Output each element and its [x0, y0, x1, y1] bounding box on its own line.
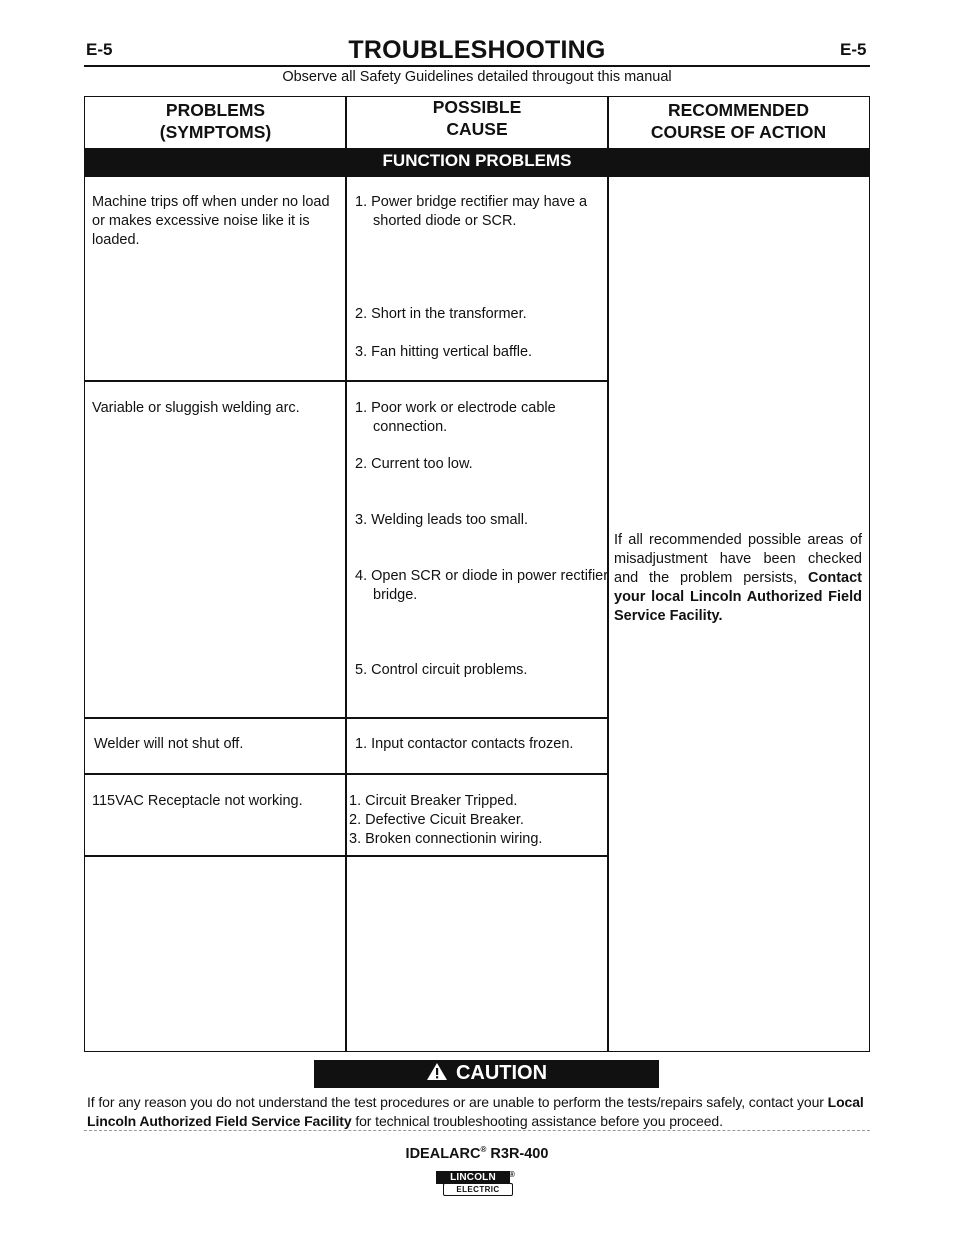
action-contact: Contact your local Lincoln Authorized Field Service Facility.	[614, 570, 862, 624]
problem-4: 115VAC Receptacle not working.	[92, 793, 303, 809]
problem-3: Welder will not shut off.	[94, 736, 244, 752]
model-name	[0, 1145, 954, 1162]
problem-2: Variable or sluggish welding arc.	[92, 400, 300, 416]
caution-text-2: for technical troubleshooting assistance before you proceed.	[351, 1113, 723, 1129]
cause-2-1: 1. Poor work or electrode cable connection.	[355, 400, 556, 435]
caution-label: CAUTION	[455, 1062, 548, 1084]
warning-triangle-icon	[426, 1062, 448, 1081]
page-number-left: E-5	[86, 40, 113, 59]
page-title: TROUBLESHOOTING	[348, 36, 606, 64]
column-header-cause-line2: CAUSE	[446, 119, 508, 139]
cause-4-1: 1. Circuit Breaker Tripped.	[349, 793, 518, 809]
cause-2-4: 4. Open SCR or diode in power rectifier bridge.	[355, 568, 609, 603]
registered-mark: ®	[480, 1145, 487, 1154]
header-rule	[84, 65, 870, 67]
row-divider	[84, 855, 608, 857]
safety-note: Observe all Safety Guidelines detailed througout this manual	[282, 69, 672, 85]
problem-1: Machine trips off when under no load or makes excessive noise like it is loaded.	[92, 194, 330, 248]
lincoln-electric-logo	[436, 1171, 514, 1197]
column-divider-1	[345, 96, 347, 1052]
column-header-action	[609, 99, 868, 143]
page-number-right: E-5	[840, 40, 867, 59]
row-divider	[84, 380, 608, 382]
cause-2-2: 2. Current too low.	[355, 456, 473, 472]
column-header-cause-line1: POSSIBLE	[432, 97, 522, 117]
logo-top: LINCOLN	[436, 1171, 510, 1184]
row-divider	[84, 773, 608, 775]
cause-1-1: 1. Power bridge rectifier may have a shorted diode or SCR.	[355, 194, 588, 229]
logo-bottom: ELECTRIC	[443, 1183, 513, 1196]
model-number: R3R-400	[486, 1145, 549, 1162]
cause-1-3: 3. Fan hitting vertical baffle.	[355, 344, 533, 360]
model-brand: IDEALARC	[405, 1145, 481, 1162]
cause-3-1: 1. Input contactor contacts frozen.	[355, 736, 574, 752]
column-header-problems-line2: (SYMPTOMS)	[159, 122, 272, 142]
recommended-action	[614, 531, 862, 626]
column-header-cause	[347, 96, 607, 140]
column-header-problems	[86, 99, 345, 143]
cause-1-2: 2. Short in the transformer.	[355, 306, 527, 322]
column-header-problems-line1: PROBLEMS	[165, 100, 266, 120]
cause-2-5: 5. Control circuit problems.	[355, 662, 528, 678]
footer-divider	[84, 1130, 870, 1131]
logo-registered: ®	[509, 1170, 515, 1179]
caution-text-1: If for any reason you do not understand the test procedures or are unable to perform the tests/repairs safely, contact your	[87, 1094, 828, 1110]
column-header-action-line1: RECOMMENDED	[668, 100, 809, 120]
caution-text-bold: Local Lincoln Authorized Field Service Facility	[87, 1094, 864, 1129]
caution-heading	[314, 1062, 659, 1085]
cause-4-list	[349, 792, 604, 849]
row-divider	[84, 717, 608, 719]
section-title: FUNCTION PROBLEMS	[382, 151, 572, 170]
action-text: If all recommended possible areas of misadjustment have been checked and the problem persists,	[614, 532, 862, 586]
cause-4-2: 2. Defective Cicuit Breaker.	[349, 812, 524, 828]
column-header-action-line2: COURSE OF ACTION	[650, 122, 827, 142]
caution-text	[87, 1093, 873, 1131]
cause-4-3: 3. Broken connectionin wiring.	[349, 831, 543, 847]
cause-2-3: 3. Welding leads too small.	[355, 512, 529, 528]
